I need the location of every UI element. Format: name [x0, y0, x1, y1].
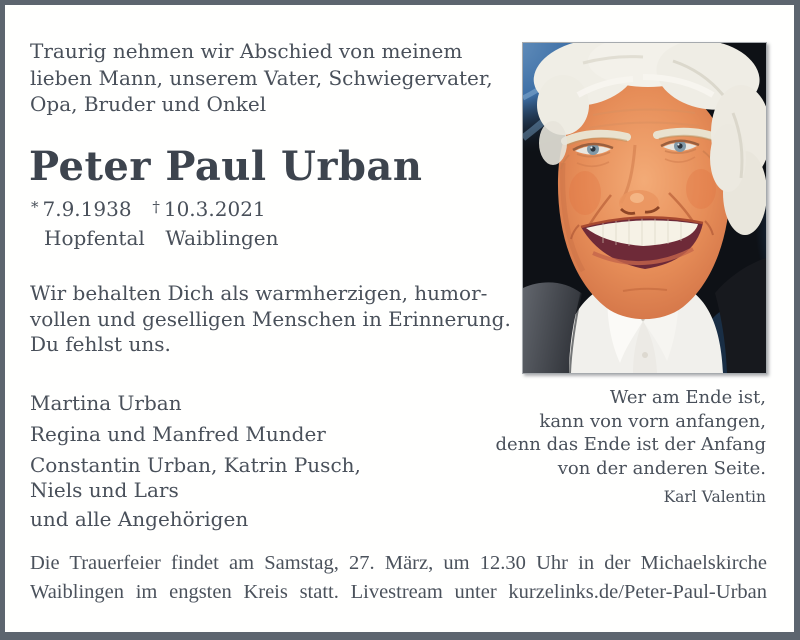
mourner-line-4: Niels und Lars: [30, 478, 179, 502]
remembrance-line-1: Wir behalten Dich als warmherzigen, humor-: [30, 281, 488, 305]
life-dates: [31, 196, 279, 252]
portrait-photo: [522, 42, 767, 374]
death-cross-symbol: †: [152, 198, 160, 216]
quote-line-1: Wer am Ende ist,: [609, 387, 766, 408]
death-column: [152, 196, 278, 252]
portrait-image: [523, 43, 766, 373]
funeral-announcement: [30, 552, 767, 610]
remembrance-line-3: Du fehlst uns.: [30, 332, 171, 356]
quote-line-4: von der anderen Seite.: [557, 457, 766, 479]
intro-line-3: Opa, Bruder und Onkel: [30, 92, 267, 116]
birth-column: [31, 196, 146, 252]
quote-line-3: denn das Ende ist der Anfang: [495, 434, 766, 455]
mourner-line-1: Martina Urban: [30, 391, 182, 415]
announcement-line-2: Waiblingen im engsten Kreis statt. Livestream unter kurzelinks.de/Peter-Paul-Urban: [30, 581, 767, 603]
mourner-line-5: und alle Angehörigen: [30, 507, 249, 531]
quote-block: [496, 386, 766, 510]
mourner-line-3: Constantin Urban, Katrin Pusch,: [30, 453, 361, 477]
mourner-line-2: Regina und Manfred Munder: [30, 422, 326, 446]
intro-line-2: lieben Mann, unserem Vater, Schwiegervater,: [30, 65, 493, 90]
deceased-name: Peter Paul Urban: [29, 143, 423, 190]
intro-text: [30, 38, 493, 118]
mourners-list: [30, 391, 361, 532]
remembrance-text: [30, 281, 511, 358]
intro-line-1: Traurig nehmen wir Abschied von meinem: [30, 39, 463, 63]
birth-star-symbol: *: [31, 198, 39, 216]
announcement-line-1: Die Trauerfeier findet am Samstag, 27. März, um 12.30 Uhr in der Michaelskirche: [30, 552, 767, 574]
birth-place: Hopfental: [44, 226, 145, 250]
death-date: 10.3.2021: [163, 197, 266, 221]
birth-date-line: [31, 196, 146, 225]
quote-line-2: kann von vorn anfangen,: [539, 410, 766, 432]
birth-date: 7.9.1938: [42, 197, 132, 221]
remembrance-line-2: vollen und geselligen Menschen in Erinnerung.: [30, 306, 511, 331]
death-place: Waiblingen: [165, 226, 279, 250]
quote-attribution: Karl Valentin: [663, 488, 766, 506]
death-date-line: [152, 196, 278, 225]
